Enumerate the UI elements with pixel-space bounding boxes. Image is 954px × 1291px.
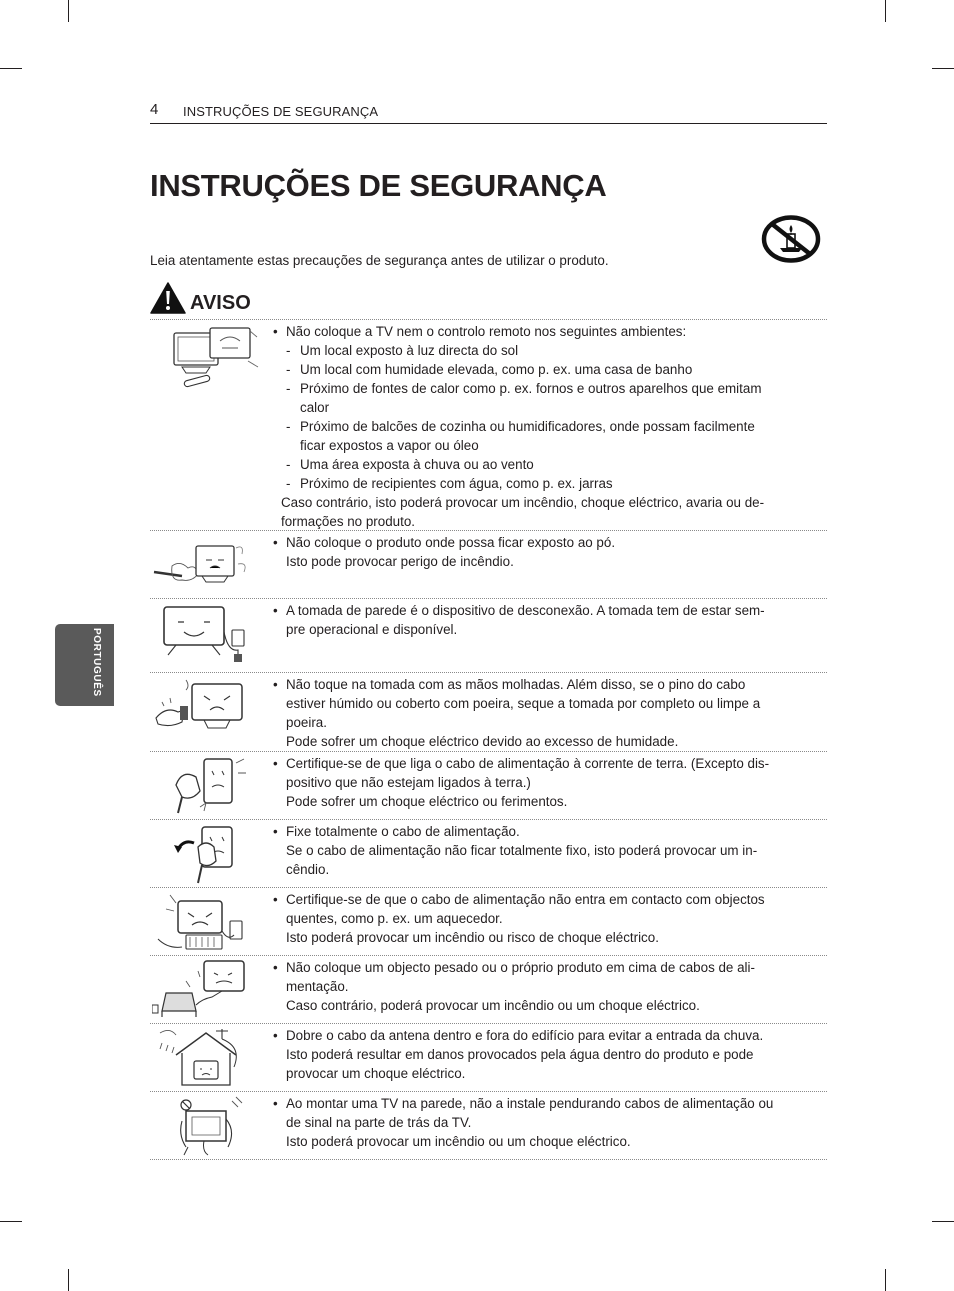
crop-mark xyxy=(0,68,22,69)
item-note: cêndio. xyxy=(286,862,330,877)
warning-row xyxy=(150,1092,827,1160)
warning-row xyxy=(150,531,827,599)
bullet-text: • Certifique-se de que o cabo de alimentação não entra em contacto com objectos xyxy=(273,890,803,909)
warning-row xyxy=(150,956,827,1024)
page-number: 4 xyxy=(150,101,159,118)
sub-item: - Um local exposto à luz directa do sol xyxy=(273,341,803,360)
bullet-text: • Não toque na tomada com as mãos molhadas. Além disso, se o pino do cabo xyxy=(273,675,803,694)
item-note: Caso contrário, isto poderá provocar um incêndio, choque eléctrico, avaria ou de- xyxy=(281,495,765,510)
sub-item-continued: ficar expostos a vapor ou óleo xyxy=(300,438,479,453)
antenna-rain-illustration xyxy=(152,1027,252,1089)
warning-list xyxy=(150,319,827,1160)
no-candle-icon xyxy=(761,214,821,264)
warning-row xyxy=(150,820,827,888)
crop-mark xyxy=(932,68,954,69)
language-tab-label: PORTUGUÊS xyxy=(91,628,102,697)
warning-content xyxy=(273,1094,803,1151)
warning-row xyxy=(150,1024,827,1092)
sub-item: - Uma área exposta à chuva ou ao vento xyxy=(273,455,803,474)
warning-label: AVISO xyxy=(190,292,251,314)
bullet-text: • A tomada de parede é o dispositivo de desconexão. A tomada tem de estar sem- xyxy=(273,601,803,620)
bullet-text: • Não coloque a TV nem o controlo remoto nos seguintes ambientes: xyxy=(273,322,803,341)
item-note: mentação. xyxy=(286,979,349,994)
item-note: quentes, como p. ex. um aquecedor. xyxy=(286,911,503,926)
sub-item: - Um local com humidade elevada, como p. ex. uma casa de banho xyxy=(273,360,803,379)
crop-mark xyxy=(68,1269,69,1291)
item-note: Isto poderá resultar em danos provocados pela água dentro do produto e pode xyxy=(286,1047,754,1062)
sub-item: - Próximo de fontes de calor como p. ex. fornos e outros aparelhos que emitam xyxy=(273,379,803,398)
item-note: poeira. xyxy=(286,715,327,730)
warning-triangle-icon xyxy=(150,282,186,314)
language-side-tab xyxy=(55,624,114,706)
dust-illustration xyxy=(152,534,252,594)
bullet-text: • Dobre o cabo da antena dentro e fora do edifício para evitar a entrada da chuva. xyxy=(273,1026,803,1045)
heavy-object-cable-illustration xyxy=(152,959,252,1021)
sub-item: - Próximo de balcões de cozinha ou humidificadores, onde possam facilmente xyxy=(273,417,803,436)
item-note: formações no produto. xyxy=(281,514,415,529)
warning-content xyxy=(273,1026,803,1083)
item-note: provocar um choque eléctrico. xyxy=(286,1066,466,1081)
item-note: estiver húmido ou coberto com poeira, seque a tomada por completo ou limpe a xyxy=(286,696,761,711)
item-note: Pode sofrer um choque eléctrico devido ao excesso de humidade. xyxy=(286,734,679,749)
bullet-text: • Não coloque um objecto pesado ou o próprio produto em cima de cabos de ali- xyxy=(273,958,803,977)
intro-text: Leia atentamente estas precauções de segurança antes de utilizar o produto. xyxy=(150,253,609,268)
wall-mount-cables-illustration xyxy=(152,1095,252,1157)
page-header xyxy=(150,101,827,124)
warning-content xyxy=(273,890,803,947)
item-note: de sinal na parte de trás da TV. xyxy=(286,1115,472,1130)
crop-mark xyxy=(885,0,886,22)
item-note: Isto poderá provocar um incêndio ou um choque eléctrico. xyxy=(286,1134,631,1149)
warning-row xyxy=(150,752,827,820)
bullet-text: • Ao montar uma TV na parede, não a instale pendurando cabos de alimentação ou xyxy=(273,1094,803,1113)
wet-hands-illustration xyxy=(152,676,252,738)
sub-item-continued: calor xyxy=(300,400,330,415)
bullet-text: • Fixe totalmente o cabo de alimentação. xyxy=(273,822,803,841)
item-note: Isto poderá provocar um incêndio ou risco de choque eléctrico. xyxy=(286,930,659,945)
warning-row xyxy=(150,888,827,956)
wall-outlet-illustration xyxy=(148,602,248,664)
bullet-text: • Certifique-se de que liga o cabo de alimentação à corrente de terra. (Excepto dis- xyxy=(273,754,803,773)
item-note: positivo que não estejam ligados à terra.) xyxy=(286,775,531,790)
warning-content xyxy=(273,675,803,751)
warning-content xyxy=(273,958,803,1015)
warning-row xyxy=(150,673,827,752)
warning-content xyxy=(273,822,803,879)
running-head: INSTRUÇÕES DE SEGURANÇA xyxy=(183,104,379,119)
warning-content xyxy=(273,322,803,531)
warning-row xyxy=(150,320,827,531)
bullet-text: • Não coloque o produto onde possa ficar exposto ao pó. xyxy=(273,533,803,552)
plug-insert-illustration xyxy=(152,823,252,885)
tv-environment-illustration xyxy=(162,323,262,388)
warning-content xyxy=(273,754,803,811)
crop-mark xyxy=(885,1269,886,1291)
warning-row xyxy=(150,599,827,673)
warning-content xyxy=(273,533,803,571)
page-title: INSTRUÇÕES DE SEGURANÇA xyxy=(150,168,607,203)
heater-illustration xyxy=(152,891,252,953)
ground-outlet-illustration xyxy=(152,755,252,817)
item-note: Isto pode provocar perigo de incêndio. xyxy=(286,554,514,569)
warning-content xyxy=(273,601,803,639)
item-note: pre operacional e disponível. xyxy=(286,622,458,637)
item-note: Pode sofrer um choque eléctrico ou ferimentos. xyxy=(286,794,568,809)
item-note: Caso contrário, poderá provocar um incêndio ou um choque eléctrico. xyxy=(286,998,700,1013)
sub-item: - Próximo de recipientes com água, como p. ex. jarras xyxy=(273,474,803,493)
crop-mark xyxy=(0,1221,22,1222)
crop-mark xyxy=(68,0,69,22)
crop-mark xyxy=(932,1221,954,1222)
item-note: Se o cabo de alimentação não ficar totalmente fixo, isto poderá provocar um in- xyxy=(286,843,758,858)
